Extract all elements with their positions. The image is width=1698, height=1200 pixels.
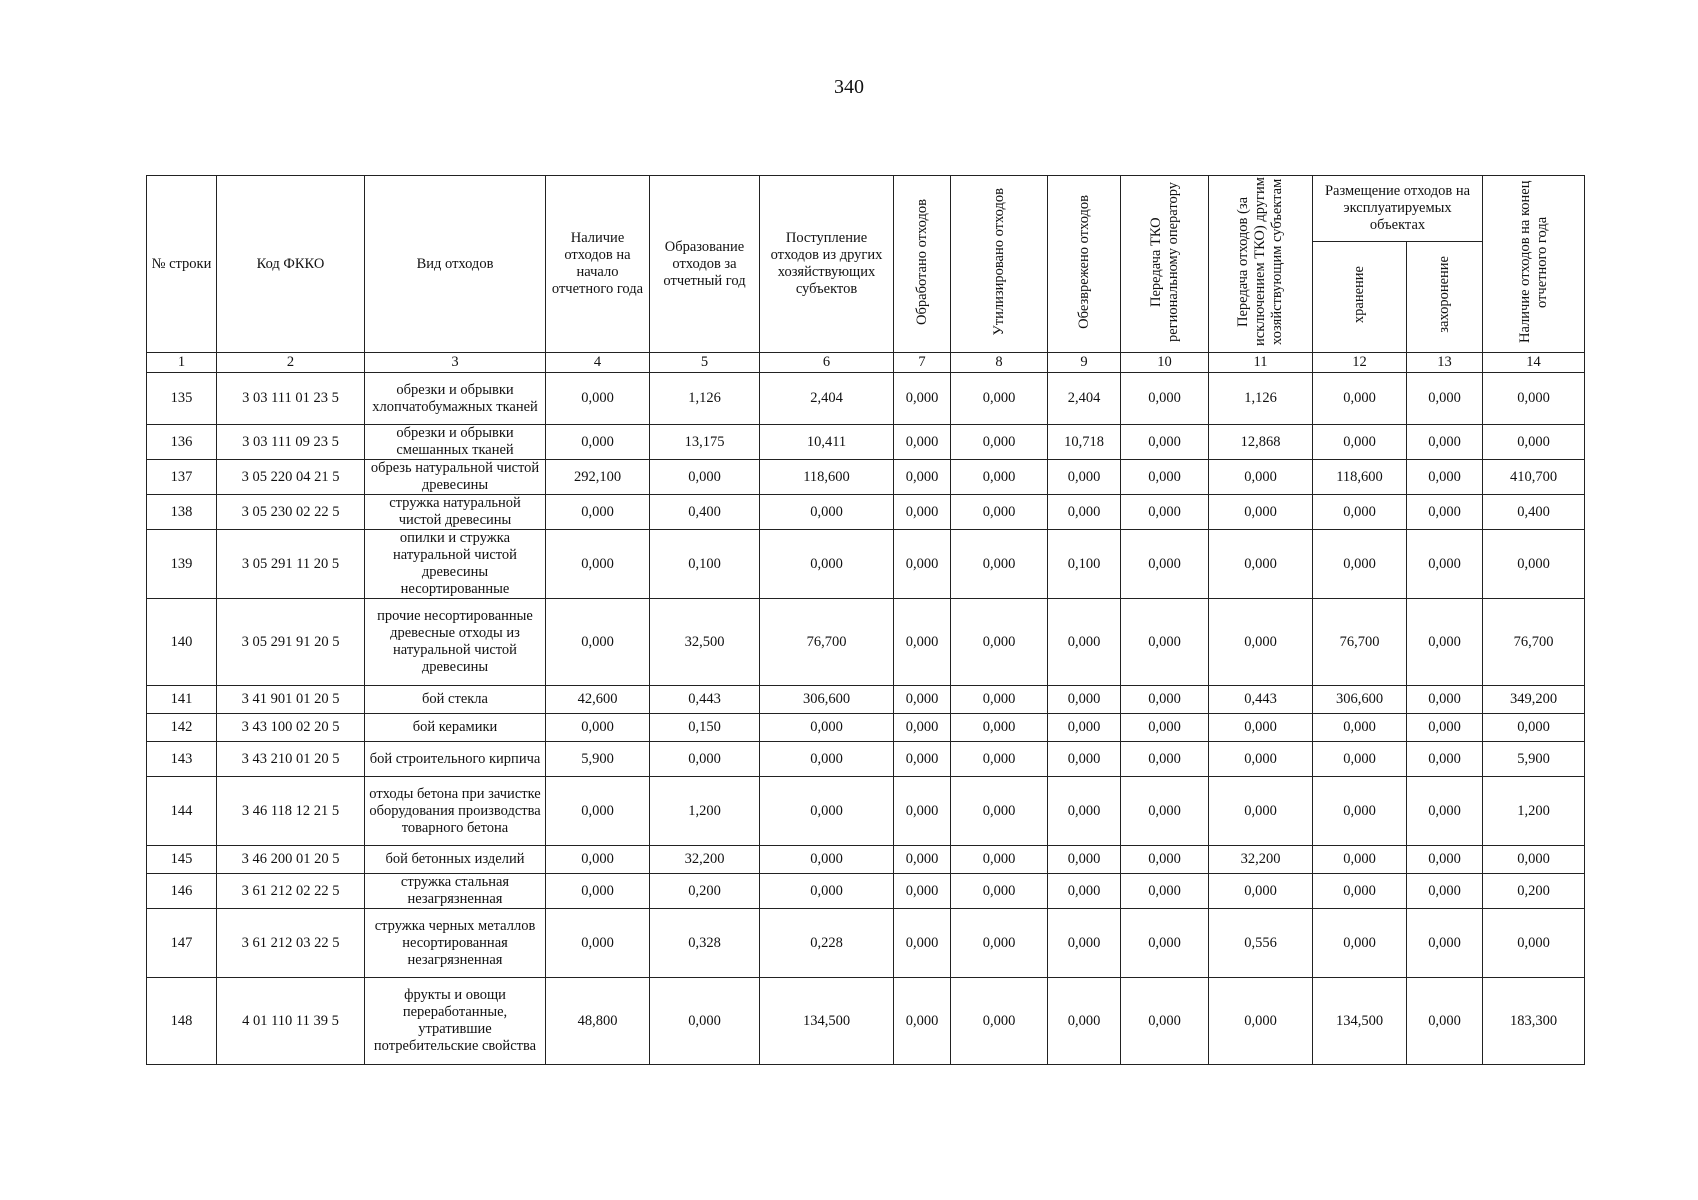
waste-kind-cell: стружка стальная незагрязненная xyxy=(365,874,546,909)
value-cell: 0,000 xyxy=(1121,425,1209,460)
value-cell: 0,000 xyxy=(1407,777,1483,846)
value-cell: 0,000 xyxy=(1121,373,1209,425)
table-row xyxy=(147,909,1585,978)
row-number-cell: 142 xyxy=(147,714,217,742)
value-cell: 0,000 xyxy=(1313,714,1407,742)
value-cell: 0,200 xyxy=(650,874,760,909)
header-to-others-label: Передача отходов (за исключением ТКО) другим хозяйствующим субъектам xyxy=(1235,177,1285,346)
value-cell: 0,000 xyxy=(760,777,894,846)
waste-kind-cell: бой керамики xyxy=(365,714,546,742)
value-cell: 0,000 xyxy=(1048,714,1121,742)
waste-kind-cell: опилки и стружка натуральной чистой древесины несортированные xyxy=(365,530,546,599)
value-cell: 0,000 xyxy=(1407,530,1483,599)
value-cell: 0,000 xyxy=(546,714,650,742)
value-cell: 5,900 xyxy=(1483,742,1585,777)
fkko-code-cell: 4 01 110 11 39 5 xyxy=(217,978,365,1065)
value-cell: 0,000 xyxy=(650,978,760,1065)
value-cell: 0,000 xyxy=(1121,742,1209,777)
value-cell: 0,000 xyxy=(1048,495,1121,530)
table-row xyxy=(147,599,1585,686)
value-cell: 42,600 xyxy=(546,686,650,714)
header-placement-group: Размещение отходов на эксплуатируемых объектах xyxy=(1313,176,1483,242)
value-cell: 0,000 xyxy=(951,714,1048,742)
value-cell: 0,000 xyxy=(1313,874,1407,909)
value-cell: 1,200 xyxy=(1483,777,1585,846)
value-cell: 0,000 xyxy=(894,742,951,777)
value-cell: 0,000 xyxy=(894,978,951,1065)
header-burial-label: захоронение xyxy=(1436,256,1452,333)
table-row xyxy=(147,978,1585,1065)
column-number: 13 xyxy=(1407,353,1483,373)
column-number: 2 xyxy=(217,353,365,373)
header-neutralized-label: Обезврежено отходов xyxy=(1075,194,1092,329)
waste-kind-cell: обрезь натуральной чистой древесины xyxy=(365,460,546,495)
waste-kind-cell: бой бетонных изделий xyxy=(365,846,546,874)
header-to-operator xyxy=(1121,176,1209,353)
column-number: 4 xyxy=(546,353,650,373)
value-cell: 0,000 xyxy=(1209,530,1313,599)
row-number-cell: 141 xyxy=(147,686,217,714)
value-cell: 0,000 xyxy=(951,495,1048,530)
waste-kind-cell: стружка черных металлов несортированная незагрязненная xyxy=(365,909,546,978)
value-cell: 0,000 xyxy=(760,846,894,874)
value-cell: 0,000 xyxy=(1121,495,1209,530)
value-cell: 0,000 xyxy=(760,874,894,909)
value-cell: 0,000 xyxy=(951,460,1048,495)
value-cell: 0,000 xyxy=(1313,777,1407,846)
value-cell: 0,000 xyxy=(760,530,894,599)
value-cell: 0,000 xyxy=(1313,495,1407,530)
header-processed-label: Обработано отходов xyxy=(913,198,930,325)
value-cell: 0,000 xyxy=(1121,874,1209,909)
fkko-code-cell: 3 41 901 01 20 5 xyxy=(217,686,365,714)
table-row xyxy=(147,425,1585,460)
value-cell: 0,100 xyxy=(1048,530,1121,599)
value-cell: 2,404 xyxy=(1048,373,1121,425)
value-cell: 0,000 xyxy=(951,978,1048,1065)
table-row xyxy=(147,714,1585,742)
value-cell: 0,000 xyxy=(1407,599,1483,686)
row-number-cell: 136 xyxy=(147,425,217,460)
column-number: 12 xyxy=(1313,353,1407,373)
value-cell: 0,000 xyxy=(1121,714,1209,742)
waste-kind-cell: отходы бетона при зачистке оборудования производства товарного бетона xyxy=(365,777,546,846)
value-cell: 0,000 xyxy=(1313,909,1407,978)
fkko-code-cell: 3 03 111 09 23 5 xyxy=(217,425,365,460)
header-end-label: Наличие отходов на конец отчетного года xyxy=(1516,180,1550,343)
value-cell: 0,000 xyxy=(546,530,650,599)
value-cell: 0,000 xyxy=(951,425,1048,460)
value-cell: 0,000 xyxy=(650,460,760,495)
table-row xyxy=(147,460,1585,495)
value-cell: 0,000 xyxy=(1407,495,1483,530)
value-cell: 0,000 xyxy=(951,742,1048,777)
value-cell: 0,443 xyxy=(1209,686,1313,714)
value-cell: 0,000 xyxy=(1121,599,1209,686)
column-number: 9 xyxy=(1048,353,1121,373)
value-cell: 0,000 xyxy=(546,425,650,460)
value-cell: 0,000 xyxy=(760,495,894,530)
value-cell: 0,000 xyxy=(1121,846,1209,874)
waste-kind-cell: бой стекла xyxy=(365,686,546,714)
waste-kind-cell: прочие несортированные древесные отходы из натуральной чистой древесины xyxy=(365,599,546,686)
value-cell: 10,411 xyxy=(760,425,894,460)
value-cell: 0,000 xyxy=(1121,460,1209,495)
value-cell: 0,000 xyxy=(1209,714,1313,742)
value-cell: 0,000 xyxy=(760,714,894,742)
row-number-cell: 147 xyxy=(147,909,217,978)
fkko-code-cell: 3 05 230 02 22 5 xyxy=(217,495,365,530)
value-cell: 0,000 xyxy=(951,846,1048,874)
row-number-cell: 140 xyxy=(147,599,217,686)
value-cell: 0,000 xyxy=(1209,978,1313,1065)
value-cell: 0,000 xyxy=(1483,373,1585,425)
column-number-row xyxy=(147,353,1585,373)
column-number: 11 xyxy=(1209,353,1313,373)
value-cell: 0,000 xyxy=(951,686,1048,714)
value-cell: 0,443 xyxy=(650,686,760,714)
table-row xyxy=(147,686,1585,714)
value-cell: 0,000 xyxy=(1483,846,1585,874)
waste-kind-cell: фрукты и овощи переработанные, утратившие потребительские свойства xyxy=(365,978,546,1065)
value-cell: 0,000 xyxy=(1313,373,1407,425)
value-cell: 0,000 xyxy=(546,777,650,846)
row-number-cell: 144 xyxy=(147,777,217,846)
value-cell: 0,000 xyxy=(1048,874,1121,909)
fkko-code-cell: 3 43 100 02 20 5 xyxy=(217,714,365,742)
value-cell: 0,000 xyxy=(1483,530,1585,599)
value-cell: 306,600 xyxy=(760,686,894,714)
value-cell: 0,000 xyxy=(951,777,1048,846)
value-cell: 0,000 xyxy=(1121,530,1209,599)
value-cell: 134,500 xyxy=(760,978,894,1065)
value-cell: 349,200 xyxy=(1483,686,1585,714)
value-cell: 118,600 xyxy=(1313,460,1407,495)
value-cell: 0,000 xyxy=(1209,777,1313,846)
value-cell: 0,000 xyxy=(1121,909,1209,978)
value-cell: 10,718 xyxy=(1048,425,1121,460)
page-number: 340 xyxy=(834,76,864,98)
value-cell: 0,000 xyxy=(1407,714,1483,742)
value-cell: 0,000 xyxy=(1407,460,1483,495)
fkko-code-cell: 3 46 118 12 21 5 xyxy=(217,777,365,846)
column-number: 5 xyxy=(650,353,760,373)
value-cell: 0,000 xyxy=(1209,599,1313,686)
row-number-cell: 135 xyxy=(147,373,217,425)
value-cell: 0,328 xyxy=(650,909,760,978)
value-cell: 0,000 xyxy=(951,599,1048,686)
value-cell: 0,000 xyxy=(1407,846,1483,874)
value-cell: 76,700 xyxy=(760,599,894,686)
table-row xyxy=(147,777,1585,846)
value-cell: 0,000 xyxy=(951,909,1048,978)
value-cell: 0,000 xyxy=(546,599,650,686)
value-cell: 0,000 xyxy=(894,495,951,530)
value-cell: 0,000 xyxy=(546,495,650,530)
value-cell: 76,700 xyxy=(1483,599,1585,686)
value-cell: 0,000 xyxy=(894,460,951,495)
value-cell: 0,000 xyxy=(1313,846,1407,874)
value-cell: 0,000 xyxy=(1407,373,1483,425)
value-cell: 0,000 xyxy=(1483,425,1585,460)
header-end xyxy=(1483,176,1585,353)
fkko-code-cell: 3 46 200 01 20 5 xyxy=(217,846,365,874)
value-cell: 1,126 xyxy=(1209,373,1313,425)
table-row xyxy=(147,742,1585,777)
fkko-code-cell: 3 05 291 11 20 5 xyxy=(217,530,365,599)
value-cell: 0,000 xyxy=(1048,777,1121,846)
column-number: 10 xyxy=(1121,353,1209,373)
value-cell: 0,000 xyxy=(1048,686,1121,714)
row-number-cell: 148 xyxy=(147,978,217,1065)
value-cell: 0,000 xyxy=(650,742,760,777)
value-cell: 0,000 xyxy=(894,599,951,686)
header-start: Наличие отходов на начало отчетного года xyxy=(546,176,650,353)
value-cell: 0,000 xyxy=(1313,530,1407,599)
value-cell: 0,400 xyxy=(650,495,760,530)
header-row-no: № строки xyxy=(147,176,217,353)
value-cell: 0,000 xyxy=(1209,460,1313,495)
header-neutralized xyxy=(1048,176,1121,353)
value-cell: 0,000 xyxy=(1483,909,1585,978)
value-cell: 0,000 xyxy=(894,909,951,978)
column-number: 14 xyxy=(1483,353,1585,373)
waste-kind-cell: стружка натуральной чистой древесины xyxy=(365,495,546,530)
value-cell: 32,200 xyxy=(650,846,760,874)
value-cell: 0,000 xyxy=(1048,460,1121,495)
value-cell: 0,000 xyxy=(1407,874,1483,909)
column-number: 8 xyxy=(951,353,1048,373)
value-cell: 0,200 xyxy=(1483,874,1585,909)
value-cell: 0,000 xyxy=(894,686,951,714)
fkko-code-cell: 3 03 111 01 23 5 xyxy=(217,373,365,425)
value-cell: 0,000 xyxy=(951,530,1048,599)
row-number-cell: 146 xyxy=(147,874,217,909)
header-kind: Вид отходов xyxy=(365,176,546,353)
value-cell: 0,000 xyxy=(894,777,951,846)
value-cell: 0,400 xyxy=(1483,495,1585,530)
value-cell: 5,900 xyxy=(546,742,650,777)
value-cell: 1,126 xyxy=(650,373,760,425)
value-cell: 0,000 xyxy=(1209,742,1313,777)
header-received: Поступление отходов из других хозяйствующих субъектов xyxy=(760,176,894,353)
column-number: 1 xyxy=(147,353,217,373)
header-utilized-label: Утилизировано отходов xyxy=(990,187,1007,336)
value-cell: 0,000 xyxy=(951,373,1048,425)
value-cell: 48,800 xyxy=(546,978,650,1065)
value-cell: 0,000 xyxy=(1048,978,1121,1065)
value-cell: 0,000 xyxy=(1048,599,1121,686)
fkko-code-cell: 3 61 212 02 22 5 xyxy=(217,874,365,909)
value-cell: 0,000 xyxy=(1313,425,1407,460)
header-burial xyxy=(1407,242,1483,353)
value-cell: 0,000 xyxy=(1407,686,1483,714)
value-cell: 134,500 xyxy=(1313,978,1407,1065)
column-number: 3 xyxy=(365,353,546,373)
column-number: 7 xyxy=(894,353,951,373)
value-cell: 306,600 xyxy=(1313,686,1407,714)
value-cell: 0,000 xyxy=(1121,978,1209,1065)
value-cell: 0,150 xyxy=(650,714,760,742)
value-cell: 0,000 xyxy=(894,714,951,742)
value-cell: 183,300 xyxy=(1483,978,1585,1065)
table-row xyxy=(147,846,1585,874)
value-cell: 32,500 xyxy=(650,599,760,686)
value-cell: 2,404 xyxy=(760,373,894,425)
value-cell: 118,600 xyxy=(760,460,894,495)
value-cell: 12,868 xyxy=(1209,425,1313,460)
value-cell: 1,200 xyxy=(650,777,760,846)
header-to-others xyxy=(1209,176,1313,353)
fkko-code-cell: 3 43 210 01 20 5 xyxy=(217,742,365,777)
value-cell: 76,700 xyxy=(1313,599,1407,686)
waste-kind-cell: бой строительного кирпича xyxy=(365,742,546,777)
table-row xyxy=(147,530,1585,599)
header-generated: Образование отходов за отчетный год xyxy=(650,176,760,353)
value-cell: 0,000 xyxy=(951,874,1048,909)
value-cell: 410,700 xyxy=(1483,460,1585,495)
waste-kind-cell: обрезки и обрывки смешанных тканей xyxy=(365,425,546,460)
row-number-cell: 137 xyxy=(147,460,217,495)
row-number-cell: 139 xyxy=(147,530,217,599)
value-cell: 0,000 xyxy=(894,874,951,909)
value-cell: 0,000 xyxy=(1048,742,1121,777)
table-row xyxy=(147,495,1585,530)
value-cell: 0,000 xyxy=(894,425,951,460)
value-cell: 0,000 xyxy=(1121,777,1209,846)
header-to-operator-label: Передача ТКО региональному оператору xyxy=(1147,181,1181,342)
value-cell: 0,000 xyxy=(1048,909,1121,978)
value-cell: 0,000 xyxy=(546,373,650,425)
value-cell: 292,100 xyxy=(546,460,650,495)
row-number-cell: 138 xyxy=(147,495,217,530)
value-cell: 0,000 xyxy=(546,874,650,909)
fkko-code-cell: 3 61 212 03 22 5 xyxy=(217,909,365,978)
row-number-cell: 145 xyxy=(147,846,217,874)
value-cell: 0,228 xyxy=(760,909,894,978)
header-code: Код ФККО xyxy=(217,176,365,353)
value-cell: 0,000 xyxy=(1407,742,1483,777)
value-cell: 0,000 xyxy=(1483,714,1585,742)
header-utilized xyxy=(951,176,1048,353)
value-cell: 0,000 xyxy=(1407,425,1483,460)
column-number: 6 xyxy=(760,353,894,373)
value-cell: 0,000 xyxy=(1407,978,1483,1065)
fkko-code-cell: 3 05 291 91 20 5 xyxy=(217,599,365,686)
table-row xyxy=(147,874,1585,909)
header-processed xyxy=(894,176,951,353)
value-cell: 0,000 xyxy=(1407,909,1483,978)
value-cell: 0,000 xyxy=(760,742,894,777)
value-cell: 0,000 xyxy=(894,373,951,425)
value-cell: 0,000 xyxy=(1209,874,1313,909)
header-storage-label: хранение xyxy=(1351,265,1367,324)
value-cell: 0,000 xyxy=(894,530,951,599)
fkko-code-cell: 3 05 220 04 21 5 xyxy=(217,460,365,495)
value-cell: 0,100 xyxy=(650,530,760,599)
value-cell: 0,000 xyxy=(1209,495,1313,530)
waste-kind-cell: обрезки и обрывки хлопчатобумажных тканей xyxy=(365,373,546,425)
table-row xyxy=(147,373,1585,425)
value-cell: 0,000 xyxy=(546,846,650,874)
row-number-cell: 143 xyxy=(147,742,217,777)
value-cell: 0,000 xyxy=(894,846,951,874)
value-cell: 0,000 xyxy=(1048,846,1121,874)
value-cell: 0,000 xyxy=(1121,686,1209,714)
header-storage xyxy=(1313,242,1407,353)
value-cell: 32,200 xyxy=(1209,846,1313,874)
value-cell: 0,000 xyxy=(1313,742,1407,777)
value-cell: 13,175 xyxy=(650,425,760,460)
value-cell: 0,000 xyxy=(546,909,650,978)
value-cell: 0,556 xyxy=(1209,909,1313,978)
waste-report-table xyxy=(146,175,1585,1065)
table-body xyxy=(147,373,1585,1065)
